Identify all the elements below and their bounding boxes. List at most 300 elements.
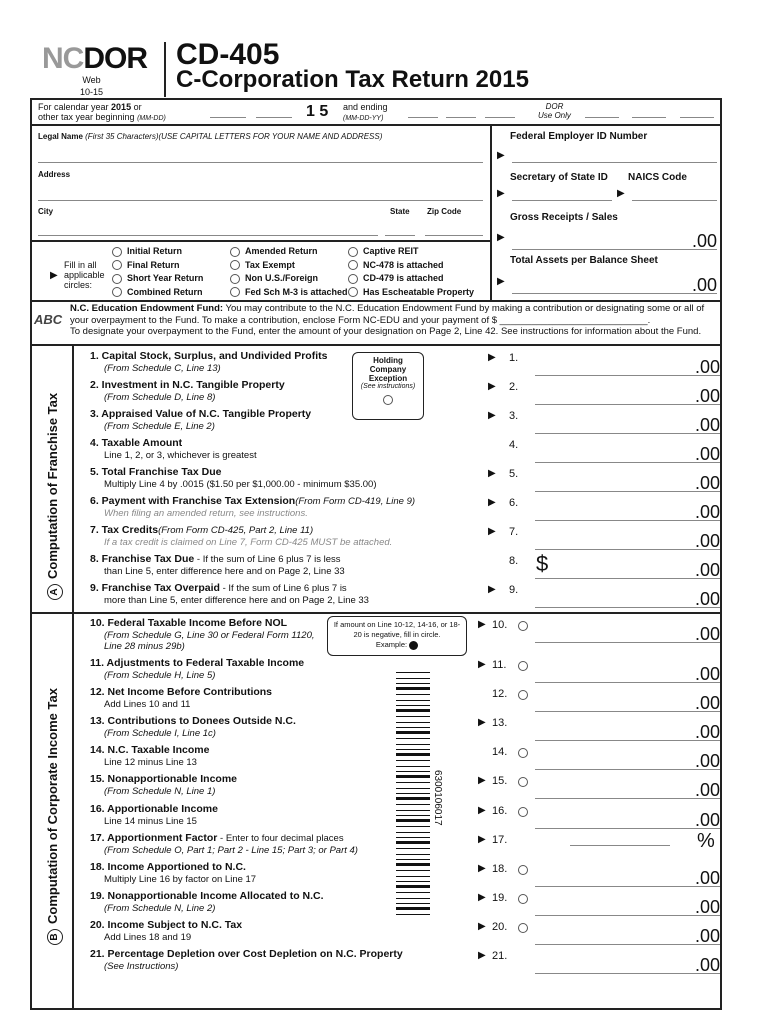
rule bbox=[30, 240, 490, 242]
line-16 bbox=[90, 803, 400, 827]
arrow-icon: ▶ bbox=[488, 468, 496, 479]
sos-field[interactable] bbox=[512, 193, 612, 201]
line-title bbox=[90, 773, 400, 786]
arrow-icon: ▶ bbox=[478, 950, 486, 961]
line-13 bbox=[90, 715, 400, 739]
line-18-amount[interactable] bbox=[535, 869, 720, 887]
arrow-icon: ▶ bbox=[478, 619, 486, 630]
arrow-icon: ▶ bbox=[50, 270, 58, 281]
state-label: State bbox=[390, 207, 410, 216]
option-label: Non U.S./Foreign bbox=[245, 273, 318, 283]
line-3 bbox=[90, 408, 400, 432]
barcode-bar bbox=[396, 727, 430, 728]
line-20-amount[interactable] bbox=[535, 927, 720, 945]
line-number: 11. bbox=[492, 659, 507, 671]
line-7 bbox=[90, 524, 400, 548]
dor-use-only: DOR Use Only bbox=[538, 102, 571, 120]
barcode-bar bbox=[396, 804, 430, 805]
line-instructions: (From Schedule I, Line 1c) bbox=[104, 728, 216, 740]
barcode-bar bbox=[396, 738, 430, 739]
line-10-amount[interactable] bbox=[535, 625, 720, 643]
line-title-text: 11. Adjustments to Federal Taxable Income bbox=[90, 657, 305, 669]
barcode-bar bbox=[396, 744, 430, 745]
negative-circle[interactable] bbox=[518, 894, 528, 904]
form-version: Web 10-15 bbox=[80, 75, 104, 97]
line-instructions: Line 1, 2, or 3, whichever is greatest bbox=[104, 450, 257, 461]
cents: .00 bbox=[694, 896, 720, 917]
line-7-amount[interactable] bbox=[535, 532, 720, 550]
option-label: CD-479 is attached bbox=[363, 273, 444, 283]
line-title bbox=[90, 553, 400, 566]
state-field[interactable] bbox=[385, 228, 415, 236]
radio-circle-icon[interactable] bbox=[112, 247, 122, 257]
line-title-text: 7. Tax Credits bbox=[90, 524, 159, 536]
line-title bbox=[90, 832, 400, 845]
barcode-bar bbox=[396, 898, 430, 899]
barcode-bar bbox=[396, 782, 430, 783]
line-number: 2. bbox=[509, 381, 519, 393]
barcode-bar bbox=[396, 819, 430, 822]
end-day-field[interactable] bbox=[446, 110, 476, 118]
barcode-bar bbox=[396, 705, 430, 706]
section-b-title: BComputation of Corporate Income Tax bbox=[45, 688, 63, 945]
cents: .00 bbox=[694, 780, 720, 801]
barcode-bar bbox=[396, 885, 430, 888]
arrow-icon: ▶ bbox=[488, 526, 496, 537]
radio-circle-icon[interactable] bbox=[112, 287, 122, 297]
dor-field-2 bbox=[632, 110, 666, 118]
address-field[interactable] bbox=[38, 193, 483, 201]
cents: .00 bbox=[694, 867, 720, 888]
line-extra: - If the sum of Line 6 plus 7 is bbox=[219, 583, 347, 594]
line-title bbox=[90, 466, 400, 479]
radio-circle-icon[interactable] bbox=[112, 274, 122, 284]
line-number: 6. bbox=[509, 497, 519, 509]
line-instructions: more than Line 5, enter difference here and on Page 2, Line 33 bbox=[104, 595, 369, 606]
option-has-escheatable-property[interactable] bbox=[348, 287, 474, 298]
option-label: Initial Return bbox=[127, 246, 183, 256]
negative-circle[interactable] bbox=[518, 621, 528, 631]
option-initial-return[interactable] bbox=[112, 246, 182, 257]
line-number: 10. bbox=[492, 619, 508, 631]
barcode-bar bbox=[396, 863, 430, 866]
line-5-amount[interactable] bbox=[535, 474, 720, 492]
line-extra: (From Form CD-419, Line 9) bbox=[295, 496, 416, 507]
barcode-bar bbox=[396, 722, 430, 723]
line-title-text: 15. Nonapportionable Income bbox=[90, 773, 238, 786]
option-label: Tax Exempt bbox=[245, 259, 295, 270]
line-title bbox=[90, 437, 400, 450]
barcode-bar bbox=[396, 749, 430, 750]
arrow-icon: ▶ bbox=[478, 862, 486, 874]
arrow-icon: ▶ bbox=[488, 584, 496, 595]
line-3-amount[interactable] bbox=[535, 416, 720, 434]
barcode-bar bbox=[396, 810, 430, 811]
line-instructions: (See Instructions) bbox=[104, 961, 179, 972]
barcode-bar bbox=[396, 687, 430, 690]
line-4 bbox=[90, 437, 400, 461]
barcode-bar bbox=[396, 907, 430, 910]
line-number: 9. bbox=[509, 584, 519, 596]
option-fed-sch-m-3-is-attached[interactable] bbox=[230, 287, 348, 298]
barcode-bar bbox=[396, 753, 430, 756]
option-cd-479-is-attached[interactable] bbox=[348, 273, 444, 284]
radio-circle-icon[interactable] bbox=[348, 274, 358, 284]
line-instructions: (From Schedule O, Part 1; Part 2 - Line 15; Part 3; or Part 4) bbox=[104, 844, 358, 856]
radio-circle-icon[interactable] bbox=[230, 287, 240, 297]
option-label: Captive REIT bbox=[363, 246, 419, 256]
line-title bbox=[90, 686, 400, 699]
barcode-bar bbox=[396, 854, 430, 855]
line-12-amount[interactable] bbox=[535, 694, 720, 712]
negative-note-box: If amount on Line 10-12, 14-16, or 18-20 is negative, fill in circle. Example: bbox=[327, 616, 467, 656]
line-title-text: 16. Apportionable Income bbox=[90, 802, 218, 815]
line-5 bbox=[90, 466, 400, 490]
barcode-bar bbox=[396, 766, 430, 767]
line-extra: (From Form CD-425, Part 2, Line 11) bbox=[158, 525, 314, 536]
line-number: 14. bbox=[492, 746, 508, 759]
barcode-bar bbox=[396, 678, 430, 679]
barcode-bar bbox=[396, 793, 430, 794]
begin-year: 1 5 bbox=[306, 103, 329, 120]
cents: .00 bbox=[694, 357, 720, 377]
barcode-bar bbox=[396, 716, 430, 717]
negative-circle[interactable] bbox=[518, 865, 528, 875]
option-captive-reit[interactable] bbox=[348, 246, 419, 257]
barcode-bar bbox=[396, 832, 430, 833]
line-6 bbox=[90, 495, 416, 519]
cents: .00 bbox=[694, 415, 720, 435]
option-amended-return[interactable] bbox=[230, 246, 318, 257]
line-title bbox=[90, 803, 400, 816]
barcode-bar bbox=[396, 903, 430, 904]
line-9 bbox=[90, 582, 400, 606]
line-title-text: 10. Federal Taxable Income Before NOL bbox=[90, 617, 288, 629]
cents: .00 bbox=[694, 386, 720, 406]
line-instructions: Line 14 minus Line 15 bbox=[104, 815, 197, 827]
line-number: 15. bbox=[492, 775, 508, 788]
naics-label: NAICS Code bbox=[628, 172, 687, 183]
line-21 bbox=[90, 948, 403, 972]
city-label: City bbox=[38, 207, 54, 216]
period-label: For calendar year 2015 or other tax year beginning (MM-DD) bbox=[38, 102, 166, 122]
radio-circle-icon[interactable] bbox=[348, 287, 358, 297]
line-instructions: (From Schedule E, Line 2) bbox=[104, 421, 215, 432]
line-extra: - If the sum of Line 6 plus 7 is less bbox=[194, 554, 341, 565]
percent-sign: % bbox=[697, 829, 715, 852]
line-title bbox=[90, 948, 403, 961]
city-field[interactable] bbox=[38, 228, 378, 236]
barcode-bar bbox=[396, 870, 430, 871]
line-title-text: 4. Taxable Amount bbox=[90, 437, 183, 449]
line-9-amount[interactable] bbox=[535, 590, 720, 608]
gross-field[interactable]: .00 bbox=[512, 232, 717, 250]
line-number: 12. bbox=[492, 688, 508, 701]
line-extra: - Enter to four decimal places bbox=[217, 832, 344, 844]
arrow-icon: ▶ bbox=[497, 276, 505, 287]
line-18 bbox=[90, 861, 400, 885]
end-year-field[interactable] bbox=[485, 110, 515, 118]
arrow-icon: ▶ bbox=[497, 232, 505, 243]
line-title-text: 2. Investment in N.C. Tangible Property bbox=[90, 379, 285, 391]
line-title bbox=[90, 617, 400, 630]
section-a-title: AComputation of Franchise Tax bbox=[45, 393, 63, 600]
legal-name-field[interactable] bbox=[38, 155, 483, 163]
radio-circle-icon[interactable] bbox=[112, 260, 122, 270]
line-2 bbox=[90, 379, 400, 403]
cents: .00 bbox=[694, 751, 720, 772]
line-instructions: (From Schedule N, Line 2) bbox=[104, 902, 216, 914]
line-title-text: 8. Franchise Tax Due bbox=[90, 553, 195, 565]
line-10 bbox=[90, 617, 400, 652]
begin-day-field[interactable] bbox=[256, 110, 292, 118]
option-label: NC-478 is attached bbox=[363, 259, 444, 270]
arrow-icon: ▶ bbox=[497, 188, 505, 199]
radio-circle-icon[interactable] bbox=[230, 274, 240, 284]
cents: .00 bbox=[694, 560, 720, 580]
line-instructions: Add Lines 10 and 11 bbox=[104, 699, 191, 711]
rule bbox=[30, 612, 722, 614]
dollar-sign: $ bbox=[536, 551, 549, 576]
barcode-bar bbox=[396, 760, 430, 761]
barcode-bar bbox=[396, 709, 430, 712]
cents: .00 bbox=[694, 955, 720, 975]
barcode-bar bbox=[396, 771, 430, 772]
arrow-icon: ▶ bbox=[478, 833, 486, 845]
cents: .00 bbox=[694, 624, 720, 644]
line-title-text: 12. Net Income Before Contributions bbox=[90, 686, 273, 699]
line-8-amount[interactable] bbox=[535, 561, 720, 579]
line-title-text: 14. N.C. Taxable Income bbox=[90, 744, 210, 757]
line-instructions: When filing an amended return, see instructions. bbox=[104, 508, 308, 519]
line-instructions: than Line 5, enter difference here and on Page 2, Line 33 bbox=[104, 566, 345, 577]
option-label: Fed Sch M-3 is attached bbox=[245, 286, 348, 297]
radio-circle-icon[interactable] bbox=[230, 247, 240, 257]
line-instructions: (From Schedule G, Line 30 or Federal Form 1120, Line 28 minus 29b) bbox=[104, 630, 315, 652]
line-title-text: 3. Appraised Value of N.C. Tangible Property bbox=[90, 408, 312, 420]
line-1-amount[interactable] bbox=[535, 358, 720, 376]
barcode-bar bbox=[396, 788, 430, 789]
zip-label: Zip Code bbox=[427, 207, 462, 216]
rule bbox=[490, 124, 492, 302]
line-19 bbox=[90, 890, 400, 914]
line-title-text: 21. Percentage Depletion over Cost Depletion on N.C. Property bbox=[90, 948, 403, 960]
line-15-amount[interactable] bbox=[535, 781, 720, 799]
barcode-bar bbox=[396, 672, 430, 673]
line-title bbox=[90, 408, 400, 421]
option-nc-478-is-attached[interactable] bbox=[348, 260, 444, 271]
barcode-bar bbox=[396, 859, 430, 860]
negative-circle[interactable] bbox=[518, 807, 528, 817]
line-8 bbox=[90, 553, 400, 577]
line-number: 8. bbox=[509, 555, 519, 567]
option-tax-exempt[interactable] bbox=[230, 260, 295, 271]
radio-circle-icon[interactable] bbox=[348, 247, 358, 257]
line-16-amount[interactable] bbox=[535, 811, 720, 829]
barcode-bar bbox=[396, 848, 430, 849]
dor-field-3 bbox=[680, 110, 714, 118]
abc-logo: ABC bbox=[34, 312, 63, 327]
barcode-bar bbox=[396, 914, 430, 915]
rule bbox=[72, 344, 74, 1010]
line-instructions: Multiply Line 16 by factor on Line 17 bbox=[104, 873, 257, 885]
line-title bbox=[90, 919, 400, 932]
line-number: 5. bbox=[509, 468, 519, 480]
arrow-icon: ▶ bbox=[478, 659, 486, 670]
line-title bbox=[90, 715, 400, 728]
option-short-year-return[interactable] bbox=[112, 273, 203, 284]
fein-label: Federal Employer ID Number bbox=[510, 131, 648, 142]
fund-text: N.C. Education Endowment Fund: You may contribute to the N.C. Education Endowment Fund by making a contribution or designating some or all of your overpayment to the Fund. To make a contribution, enclose Form NC-EDU and your payment of $ ____________________________. To designate your overpayment to the Fund, enter the amount of your designation on Page 2, Line 42. See instructions for information about the Fund. bbox=[70, 303, 705, 337]
negative-circle[interactable] bbox=[518, 923, 528, 933]
line-number: 20. bbox=[492, 920, 508, 933]
line-11-amount[interactable] bbox=[535, 665, 720, 683]
line-12 bbox=[90, 686, 400, 710]
line-19-amount[interactable] bbox=[535, 898, 720, 916]
line-20 bbox=[90, 919, 400, 943]
sos-label: Secretary of State ID bbox=[510, 172, 608, 183]
form-title: C-Corporation Tax Return 2015 bbox=[176, 66, 529, 93]
zip-field[interactable] bbox=[425, 228, 483, 236]
arrow-icon: ▶ bbox=[478, 775, 486, 787]
barcode-bar bbox=[396, 881, 430, 882]
line-title bbox=[90, 524, 400, 537]
line-number: 19. bbox=[492, 891, 508, 904]
barcode-bar bbox=[396, 700, 430, 701]
option-label: Amended Return bbox=[245, 246, 318, 256]
cents: .00 bbox=[694, 444, 720, 464]
line-instructions: (From Schedule C, Line 13) bbox=[104, 363, 221, 374]
divider bbox=[164, 42, 166, 97]
line-instructions: (From Schedule N, Line 1) bbox=[104, 786, 216, 798]
line-4-amount[interactable] bbox=[535, 445, 720, 463]
arrow-icon: ▶ bbox=[478, 717, 486, 729]
line-number: 21. bbox=[492, 950, 508, 962]
option-label: Combined Return bbox=[127, 286, 203, 297]
rule bbox=[30, 300, 722, 302]
option-label: Final Return bbox=[127, 259, 180, 270]
line-2-amount[interactable] bbox=[535, 387, 720, 405]
line-title-text: 5. Total Franchise Tax Due bbox=[90, 466, 222, 478]
line-instructions: If a tax credit is claimed on Line 7, Form CD-425 MUST be attached. bbox=[104, 537, 393, 548]
radio-circle-icon[interactable] bbox=[348, 260, 358, 270]
end-month-field[interactable] bbox=[408, 110, 438, 118]
arrow-icon: ▶ bbox=[478, 804, 486, 816]
holding-company-box: Holding Company Exception (See instructions) bbox=[352, 352, 424, 420]
line-13-amount[interactable] bbox=[535, 723, 720, 741]
line-11 bbox=[90, 657, 400, 681]
dor-field-1 bbox=[585, 110, 619, 118]
gross-label: Gross Receipts / Sales bbox=[510, 212, 618, 223]
line-title-text: 17. Apportionment Factor bbox=[90, 831, 218, 844]
line-instructions: (From Schedule H, Line 5) bbox=[104, 670, 216, 681]
legal-name-label: Legal Name (First 35 Characters)(USE CAPITAL LETTERS FOR YOUR NAME AND ADDRESS) bbox=[38, 132, 383, 141]
assets-label: Total Assets per Balance Sheet bbox=[510, 255, 658, 266]
filled-circle-icon bbox=[409, 641, 418, 650]
cents: .00 bbox=[694, 722, 720, 743]
arrow-icon: ▶ bbox=[478, 920, 486, 932]
option-non-u-s-foreign[interactable] bbox=[230, 273, 318, 284]
barcode-bar bbox=[396, 837, 430, 838]
begin-month-field[interactable] bbox=[210, 110, 246, 118]
line-title bbox=[90, 744, 400, 757]
arrow-icon: ▶ bbox=[488, 497, 496, 508]
line-title bbox=[90, 495, 416, 508]
line-number: 3. bbox=[509, 410, 519, 422]
naics-field[interactable] bbox=[632, 193, 717, 201]
line-21-amount[interactable] bbox=[535, 956, 720, 974]
line-title-text: 19. Nonapportionable Income Allocated to N.C. bbox=[90, 889, 324, 902]
arrow-icon: ▶ bbox=[497, 150, 505, 161]
cents: .00 bbox=[694, 664, 720, 684]
cents: .00 bbox=[694, 809, 720, 830]
line-title-text: 6. Payment with Franchise Tax Extension bbox=[90, 495, 296, 507]
cents: .00 bbox=[694, 502, 720, 522]
option-label: Short Year Return bbox=[127, 273, 204, 283]
radio-circle-icon[interactable] bbox=[230, 260, 240, 270]
line-title bbox=[90, 379, 400, 392]
line-title-text: 1. Capital Stock, Surplus, and Undivided Profits bbox=[90, 350, 328, 362]
line-instructions: Multiply Line 4 by .0015 ($1.50 per $1,000.00 - minimum $35.00) bbox=[104, 479, 377, 490]
address-label: Address bbox=[38, 170, 71, 179]
ending-label: and ending (MM-DD-YY) bbox=[343, 102, 388, 122]
arrow-icon: ▶ bbox=[488, 352, 496, 363]
barcode-bar bbox=[396, 826, 430, 827]
circles-label: Fill in all applicable circles: bbox=[64, 260, 105, 290]
line-number: 17. bbox=[492, 833, 508, 846]
cents: .00 bbox=[694, 925, 720, 946]
barcode-bar bbox=[396, 797, 430, 800]
option-combined-return[interactable] bbox=[112, 287, 203, 298]
barcode-bar bbox=[396, 731, 430, 734]
line-title bbox=[90, 350, 400, 363]
line-number: 4. bbox=[509, 439, 519, 451]
barcode-bar bbox=[396, 775, 430, 778]
line-instructions: Add Lines 18 and 19 bbox=[104, 931, 192, 943]
line-number: 18. bbox=[492, 862, 508, 875]
line-title-text: 13. Contributions to Donees Outside N.C. bbox=[90, 715, 296, 728]
option-final-return[interactable] bbox=[112, 260, 180, 271]
line-14 bbox=[90, 744, 400, 768]
form-number: CD-405 bbox=[176, 38, 280, 71]
line-14-amount[interactable] bbox=[535, 752, 720, 770]
arrow-icon: ▶ bbox=[478, 891, 486, 903]
ncdor-logo: NCDOR bbox=[42, 42, 148, 75]
line-title bbox=[90, 657, 400, 670]
assets-field[interactable]: .00 bbox=[512, 276, 717, 294]
apportionment-factor-field[interactable] bbox=[570, 838, 670, 846]
line-title-text: 20. Income Subject to N.C. Tax bbox=[90, 918, 243, 931]
line-number: 13. bbox=[492, 717, 508, 730]
option-label: Has Escheatable Property bbox=[363, 286, 475, 297]
barcode bbox=[396, 672, 430, 920]
line-6-amount[interactable] bbox=[535, 503, 720, 521]
cents: .00 bbox=[694, 589, 720, 609]
negative-circle[interactable] bbox=[518, 661, 528, 671]
line-17 bbox=[90, 832, 400, 856]
line-number: 7. bbox=[509, 526, 519, 538]
barcode-number: 6300106017 bbox=[432, 770, 443, 826]
arrow-icon: ▶ bbox=[617, 188, 625, 199]
line-instructions: (From Schedule D, Line 8) bbox=[104, 392, 216, 403]
barcode-bar bbox=[396, 876, 430, 877]
cents: .00 bbox=[694, 473, 720, 493]
barcode-bar bbox=[396, 815, 430, 816]
arrow-icon: ▶ bbox=[488, 381, 496, 392]
line-instructions: Line 12 minus Line 13 bbox=[104, 757, 197, 769]
fein-field[interactable] bbox=[512, 155, 717, 163]
line-title bbox=[90, 890, 400, 903]
